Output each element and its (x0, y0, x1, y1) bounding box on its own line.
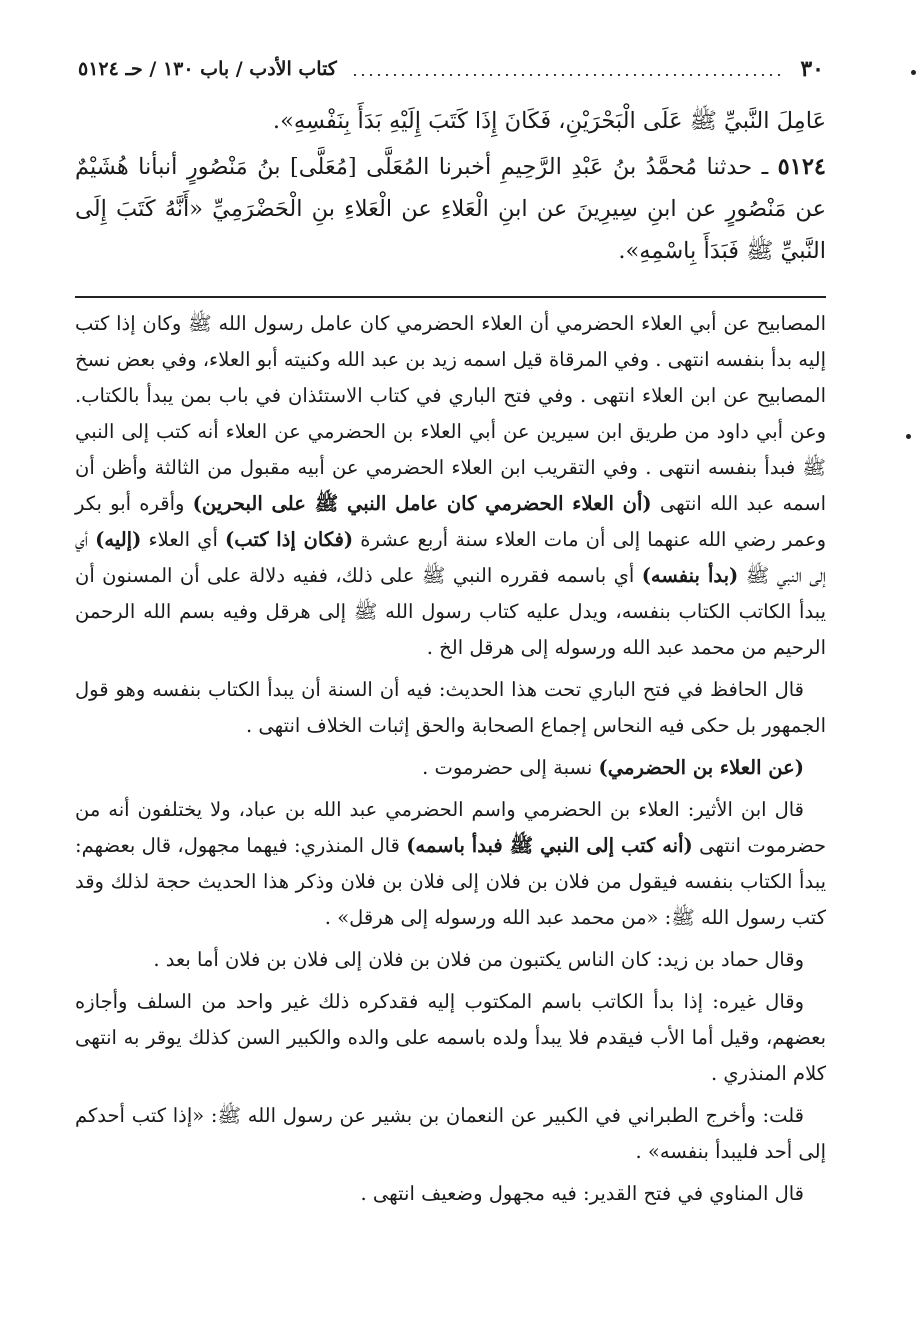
quoted-phrase: (بدأ بنفسه) (641, 564, 739, 587)
footnote-divider (75, 296, 826, 298)
commentary-paragraph-7: قلت: وأخرج الطبراني في الكبير عن النعمان بن بشير عن رسول الله ﷺ: «إذا كتب أحدكم إلى أحد فليبدأ بنفسه» . (75, 1104, 826, 1163)
dotted-leader (351, 74, 787, 76)
hadith-text (75, 100, 826, 272)
commentary-paragraph-8: قال المناوي في فتح القدير: فيه مجهول وضعيف انتهى . (360, 1182, 804, 1205)
commentary-paragraph-1 (75, 306, 826, 666)
commentary-paragraph-4 (75, 792, 826, 936)
commentary-paragraph-6: وقال غيره: إذا بدأ الكاتب باسم المكتوب إليه فقدكره ذلك غير واحد من السلف وأجازه بعضهم، وقيل أما الأب فيقدم فلا يبدأ ولده باسمه على والده والكبير السن كذلك يوقر به انتهى كلام المنذري . (75, 990, 826, 1085)
hadith-number: ٥١٢٤ (777, 154, 827, 180)
commentary (75, 306, 826, 1212)
commentary-paragraph-3 (75, 750, 826, 786)
commentary-text: أي العلاء (148, 528, 218, 551)
page-number: ٣٠ (800, 56, 824, 82)
commentary-text: قال ابن الأثير: العلاء بن الحضرمي واسم الحضرمي عبد الله بن عباد، ولا يختلفون أنه من حضرموت انتهى (75, 798, 827, 857)
scan-mark (911, 70, 916, 75)
quoted-phrase: (إليه) (95, 528, 142, 551)
hadith-continuation: عَامِلَ النَّبيِّ ﷺ عَلَى الْبَحْرَيْنِ، فَكَانَ إِذَا كَتَبَ إِلَيْهِ بَدَأَ بِنَفْسِهِ». (272, 108, 826, 134)
quoted-phrase: (فكان إذا كتب) (225, 528, 354, 551)
quoted-phrase: (أن العلاء الحضرمي كان عامل النبي ﷺ على البحرين) (192, 492, 652, 515)
quoted-phrase: (أنه كتب إلى النبي ﷺ فبدأ باسمه) (406, 834, 693, 857)
scan-mark (906, 434, 911, 439)
commentary-text: المصابيح عن أبي العلاء الحضرمي أن العلاء الحضرمي كان عامل رسول الله ﷺ وكان إذا كتب إليه بدأ بنفسه انتهى . وفي المرقاة قيل اسمه زيد بن عبد الله وكنيته أبو العلاء، وفي بعض نسخ المصابيح عن ابن العلاء انتهى . وفي فتح الباري في كتاب الاستئذان في باب بمن يبدأ بالكتاب. وعن أبي داود من طريق ابن سيرين عن أبي العلاء بن الحضرمي عن العلاء أنه كتب إلى النبي ﷺ فبدأ بنفسه انتهى . وفي التقريب ابن العلاء الحضرمي عن أبيه مقبول من الثالثة وأظن أن اسمه عبد الله انتهى (75, 312, 826, 515)
quoted-phrase: (عن العلاء بن الحضرمي) (598, 756, 804, 779)
commentary-text: نسبة إلى حضرموت . (422, 756, 593, 779)
page-header (78, 52, 824, 86)
hadith-5124 (75, 146, 826, 272)
running-title: كتاب الأدب / باب ١٣٠ / حـ ٥١٢٤ (78, 58, 337, 80)
hadith-body: ـ حدثنا مُحمَّدُ بنُ عَبْدِ الرَّحِيمِ أخبرنا المُعَلَّى [مُعَلَّى] بنُ مَنْصُورٍ أنبأنا هُشَيْمٌ عن مَنْصُورٍ عن ابنِ سِيرِينَ عن ابنِ الْعَلاءِ عن الْعَلاءِ بنِ الْحَضْرَمِيِّ «أَنَّهُ كَتَبَ إِلَى النَّبيِّ ﷺ فَبَدَأَ بِاسْمِهِ». (75, 154, 826, 264)
commentary-text: أي إلى النبي ﷺ (75, 528, 827, 587)
commentary-text: قال المنذري: فيهما مجهول، قال بعضهم: يبدأ الكتاب بنفسه فيقول من فلان بن فلان إلى فلان بن فلان وذكر هذا الحديث حجة لذلك وقد كتب رسول الله ﷺ: «من محمد عبد الله ورسوله إلى هرقل» . (75, 834, 826, 929)
commentary-text: وأقره أبو بكر وعمر رضي الله عنهما إلى أن مات العلاء سنة أربع عشرة (75, 492, 827, 551)
commentary-paragraph-2: قال الحافظ في فتح الباري تحت هذا الحديث: فيه أن السنة أن يبدأ الكتاب بنفسه وهو قول الجمهور بل حكى فيه النحاس إجماع الصحابة والحق إثبات الخلاف انتهى . (75, 678, 826, 737)
commentary-text: أي باسمه فقرره النبي ﷺ على ذلك، ففيه دلالة على أن المسنون أن يبدأ الكاتب الكتاب بنفسه، ويدل عليه كتاب رسول الله ﷺ إلى هرقل وفيه بسم الله الرحمن الرحيم من محمد عبد الله ورسوله إلى هرقل الخ . (75, 564, 826, 659)
commentary-paragraph-5: وقال حماد بن زيد: كان الناس يكتبون من فلان بن فلان إلى فلان بن فلان أما بعد . (153, 948, 804, 971)
